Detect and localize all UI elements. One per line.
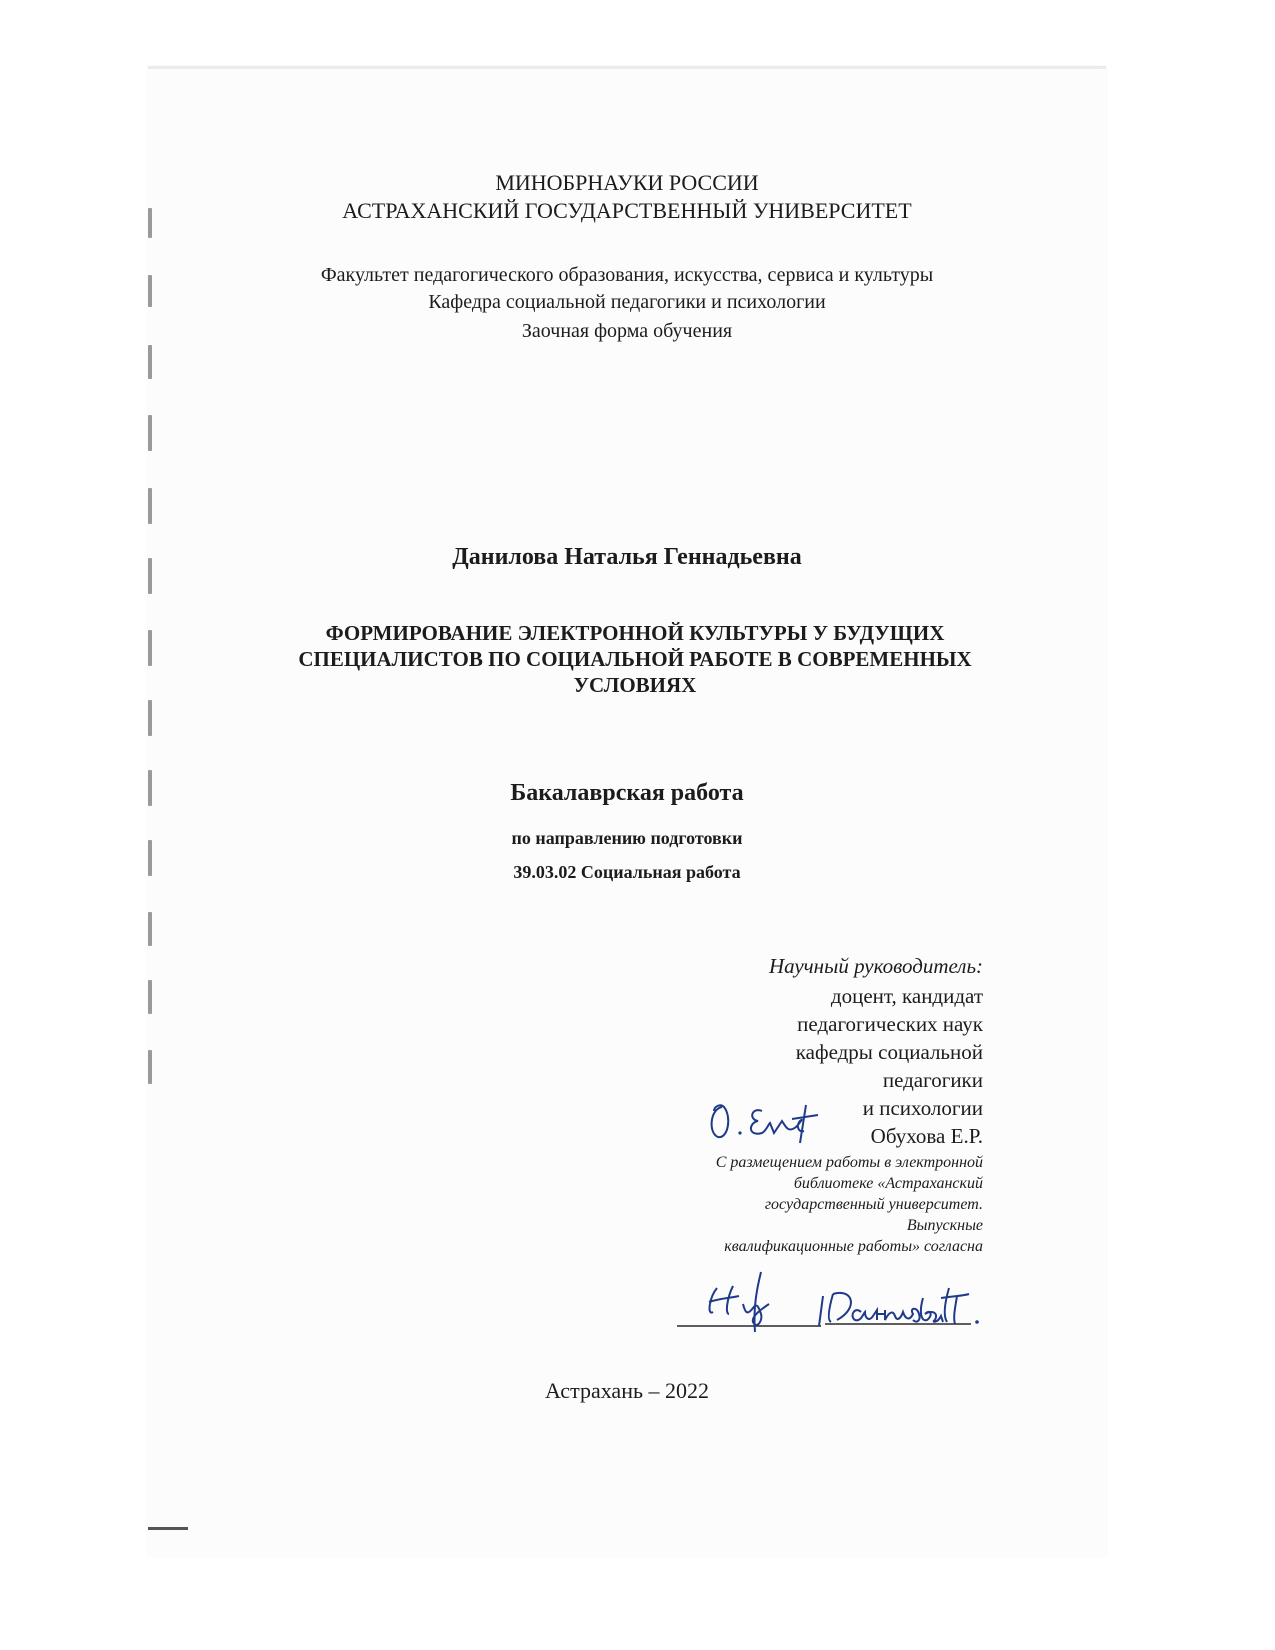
university-heading: АСТРАХАНСКИЙ ГОСУДАРСТВЕННЫЙ УНИВЕРСИТЕТ	[342, 198, 912, 223]
consent-line: квалификационные работы» согласна	[724, 1238, 983, 1255]
supervisor-label: Научный руководитель:	[768, 954, 983, 978]
page-bottom-edge-mark	[148, 1527, 188, 1530]
author-name: Данилова Наталья Геннадьевна	[452, 544, 802, 570]
city-year: Астрахань – 2022	[544, 1378, 710, 1403]
supervisor-signature	[700, 1097, 840, 1150]
direction-label: по направлению подготовки	[511, 828, 743, 848]
consent-line: Выпускные	[906, 1217, 983, 1234]
faculty-name: Факультет педагогического образования, искусства, сервиса и культуры	[320, 264, 934, 286]
supervisor-line: педагогических наук	[797, 1012, 983, 1036]
page-top-edge	[148, 66, 1106, 69]
supervisor-line: и психологии	[862, 1096, 983, 1120]
supervisor-line: доцент, кандидат	[830, 984, 983, 1008]
supervisor-name: Обухова Е.Р.	[870, 1124, 983, 1148]
work-type: Бакалаврская работа	[510, 780, 744, 806]
department-name: Кафедра социальной педагогики и психологии	[428, 291, 826, 313]
consent-note	[673, 1152, 983, 1257]
supervisor-line: кафедры социальной	[795, 1040, 983, 1064]
consent-line: библиотеке «Астраханский	[793, 1175, 983, 1192]
supervisor-line: педагогики	[882, 1068, 983, 1092]
consent-line: С размещением работы в электронной	[715, 1154, 983, 1171]
study-direction: 39.03.02 Социальная работа	[513, 862, 741, 882]
ministry-heading: МИНОБРНАУКИ РОССИИ	[495, 170, 759, 195]
thesis-title: ФОРМИРОВАНИЕ ЭЛЕКТРОННОЙ КУЛЬТУРЫ У БУДУЩИХ СПЕЦИАЛИСТОВ ПО СОЦИАЛЬНОЙ РАБОТЕ В СОВРЕМЕННЫХ УСЛОВИЯХ	[298, 621, 972, 697]
student-signature	[673, 1268, 1013, 1343]
study-form: Заочная форма обучения	[521, 320, 733, 342]
consent-line: государственный университет.	[764, 1196, 983, 1213]
